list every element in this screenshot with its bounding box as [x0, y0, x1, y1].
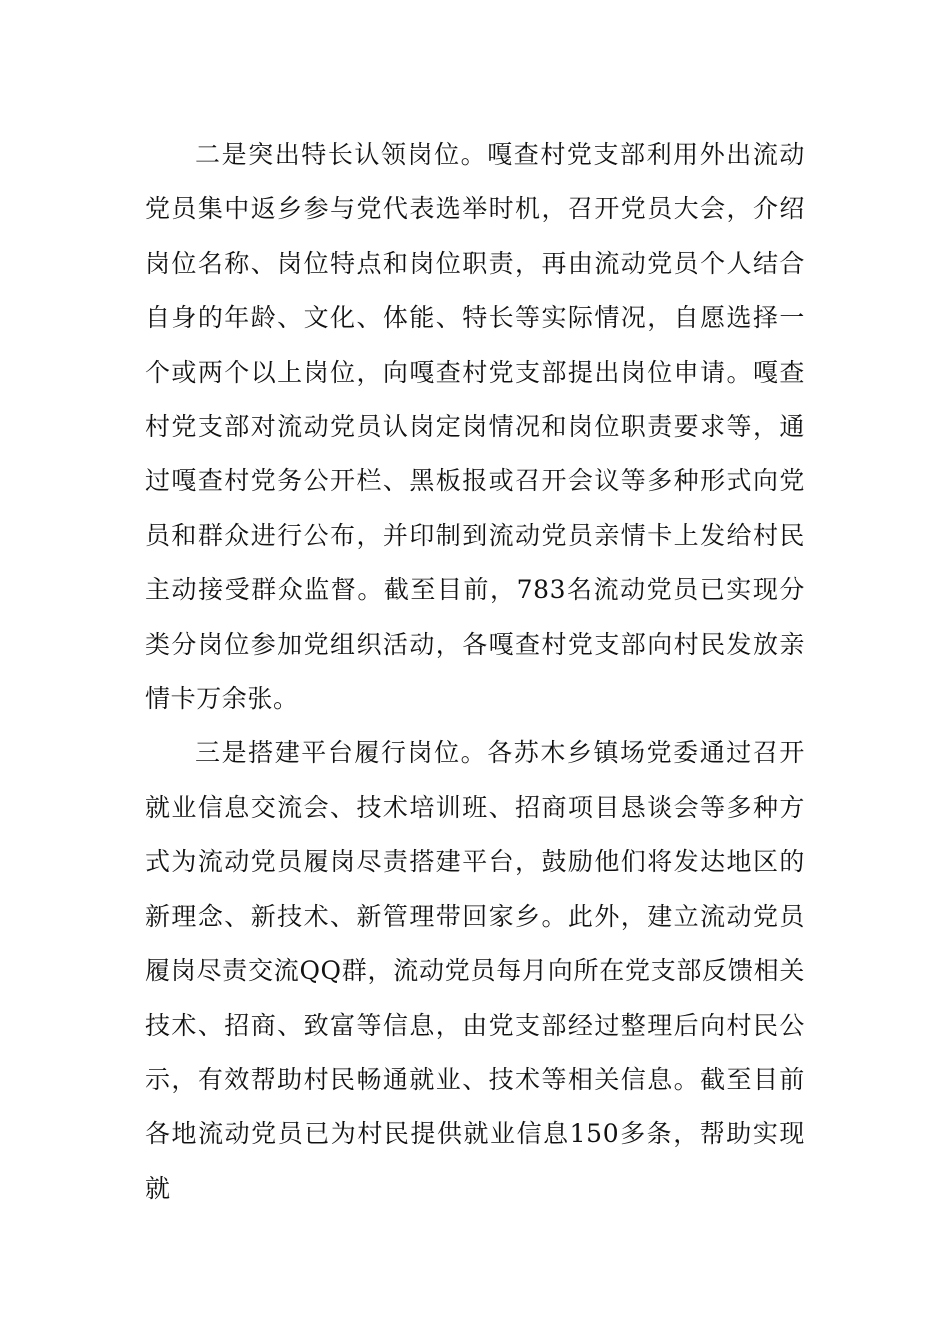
- document-body: [145, 128, 805, 1216]
- paragraph-platform-building: 三是搭建平台履行岗位。各苏木乡镇场党委通过召开就业信息交流会、技术培训班、招商项目恳谈会等多种方式为流动党员履岗尽责搭建平台，鼓励他们将发达地区的新理念、新技术、新管理带回家乡。此外，建立流动党员履岗尽责交流QQ群，流动党员每月向所在党支部反馈相关技术、招商、致富等信息，由党支部经过整理后向村民公示，有效帮助村民畅通就业、技术等相关信息。截至目前各地流动党员已为村民提供就业信息150多条，帮助实现就: [145, 738, 805, 1203]
- paragraph-post-claiming: 二是突出特长认领岗位。嘎查村党支部利用外出流动党员集中返乡参与党代表选举时机，召开党员大会，介绍岗位名称、岗位特点和岗位职责，再由流动党员个人结合自身的年龄、文化、体能、特长等实际情况，自愿选择一个或两个以上岗位，向嘎查村党支部提出岗位申请。嘎查村党支部对流动党员认岗定岗情况和岗位职责要求等，通过嘎查村党务公开栏、黑板报或召开会议等多种形式向党员和群众进行公布，并印制到流动党员亲情卡上发给村民主动接受群众监督。截至目前，783名流动党员已实现分类分岗位参加党组织活动，各嘎查村党支部向村民发放亲情卡万余张。: [145, 140, 805, 714]
